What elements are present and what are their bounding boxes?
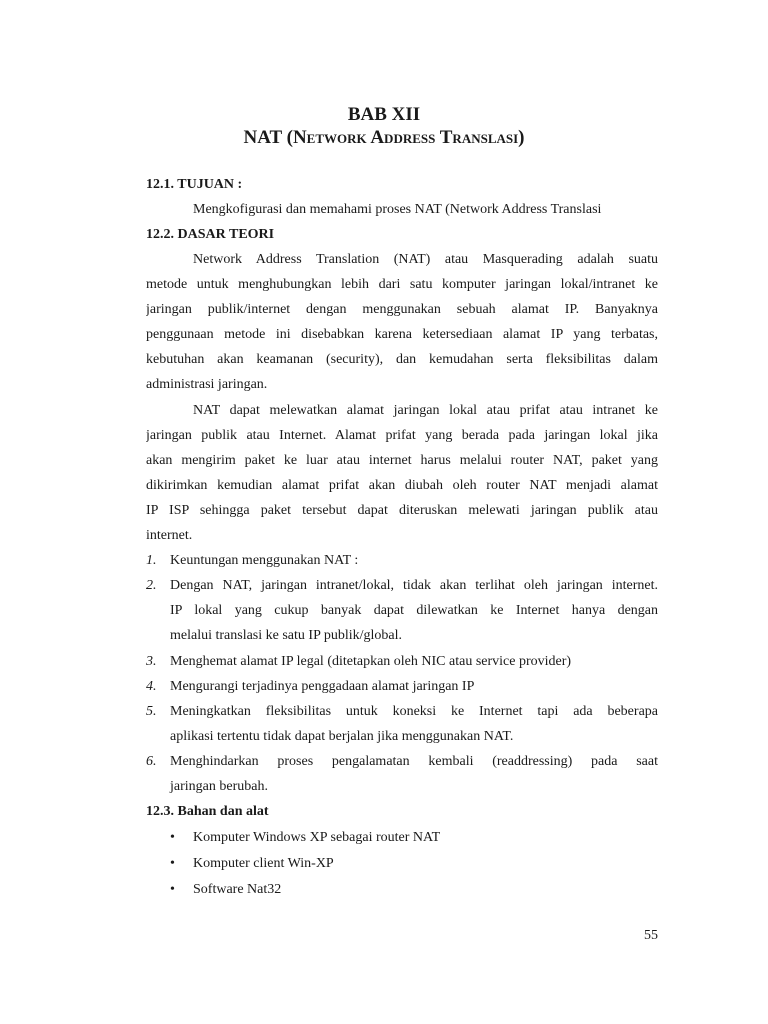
list-item: jaringan berubah. — [170, 779, 268, 794]
page-number: 55 — [644, 928, 658, 943]
list-number: 6. — [146, 754, 157, 769]
list-item: Dengan NAT, jaringan intranet/lokal, tidak akan terlihat oleh jaringan internet. — [170, 578, 658, 593]
chapter-title-lead: NAT ( — [243, 127, 293, 148]
list-number: 3. — [146, 654, 157, 669]
chapter-label: BAB XII — [347, 104, 421, 125]
list-item: Meningkatkan fleksibilitas untuk koneksi ke Internet tapi ada beberapa — [170, 704, 658, 719]
chapter-title — [0, 127, 768, 149]
list-item: aplikasi tertentu tidak dapat berjalan jika menggunakan NAT. — [170, 729, 514, 744]
paragraph2-line: akan mengirim paket ke luar atau internet harus melalui router NAT, paket yang — [146, 453, 658, 468]
paragraph2-line: dikirimkan kemudian alamat prifat akan diubah oleh router NAT menjadi alamat — [146, 478, 658, 493]
chapter-title-tail: ) — [518, 127, 525, 148]
paragraph1-line: jaringan publik/internet dengan menggunakan sebuah alamat IP. Banyaknya — [146, 302, 658, 317]
paragraph2-line: internet. — [146, 528, 193, 543]
tujuan-text: Mengkofigurasi dan memahami proses NAT (Network Address Translasi — [193, 202, 602, 217]
list-number: 5. — [146, 704, 157, 719]
list-item: Mengurangi terjadinya penggadaan alamat jaringan IP — [170, 679, 475, 694]
paragraph1-line: administrasi jaringan. — [146, 377, 268, 392]
list-item: Menghindarkan proses pengalamatan kembali (readdressing) pada saat — [170, 754, 658, 769]
bullet-icon: • — [170, 856, 175, 871]
chapter-title-smallcaps: Network Address Translasi — [292, 127, 519, 148]
paragraph2-line: NAT dapat melewatkan alamat jaringan lokal atau prifat atau intranet ke — [193, 403, 658, 418]
bullet-item: Software Nat32 — [193, 882, 282, 897]
section-heading-dasar-teori: 12.2. DASAR TEORI — [146, 227, 275, 242]
list-item: melalui translasi ke satu IP publik/global. — [170, 628, 402, 643]
list-item: Menghemat alamat IP legal (ditetapkan oleh NIC atau service provider) — [170, 654, 572, 669]
section-heading-tujuan: 12.1. TUJUAN : — [146, 177, 243, 192]
paragraph1-line: penggunaan metode ini disebabkan karena ketersediaan alamat IP yang terbatas, — [146, 327, 658, 342]
paragraph2-line: IP ISP sehingga paket tersebut dapat diteruskan melewati jaringan publik atau — [146, 503, 658, 518]
list-number: 4. — [146, 679, 157, 694]
section-heading-bahan-alat: 12.3. Bahan dan alat — [146, 804, 269, 819]
bullet-item: Komputer client Win-XP — [193, 856, 334, 871]
paragraph2-line: jaringan publik atau Internet. Alamat prifat yang berada pada jaringan lokal jika — [146, 428, 658, 443]
paragraph1-line: Network Address Translation (NAT) atau Masquerading adalah suatu — [193, 252, 658, 267]
bullet-icon: • — [170, 830, 175, 845]
list-item: Keuntungan menggunakan NAT : — [170, 553, 359, 568]
paragraph1-line: kebutuhan akan keamanan (security), dan kemudahan serta fleksibilitas dalam — [146, 352, 658, 367]
list-number: 2. — [146, 578, 157, 593]
bullet-icon: • — [170, 882, 175, 897]
paragraph1-line: metode untuk menghubungkan lebih dari satu komputer jaringan lokal/intranet ke — [146, 277, 658, 292]
list-number: 1. — [146, 553, 157, 568]
bullet-item: Komputer Windows XP sebagai router NAT — [193, 830, 441, 845]
list-item: IP lokal yang cukup banyak dapat dilewatkan ke Internet hanya dengan — [170, 603, 658, 618]
